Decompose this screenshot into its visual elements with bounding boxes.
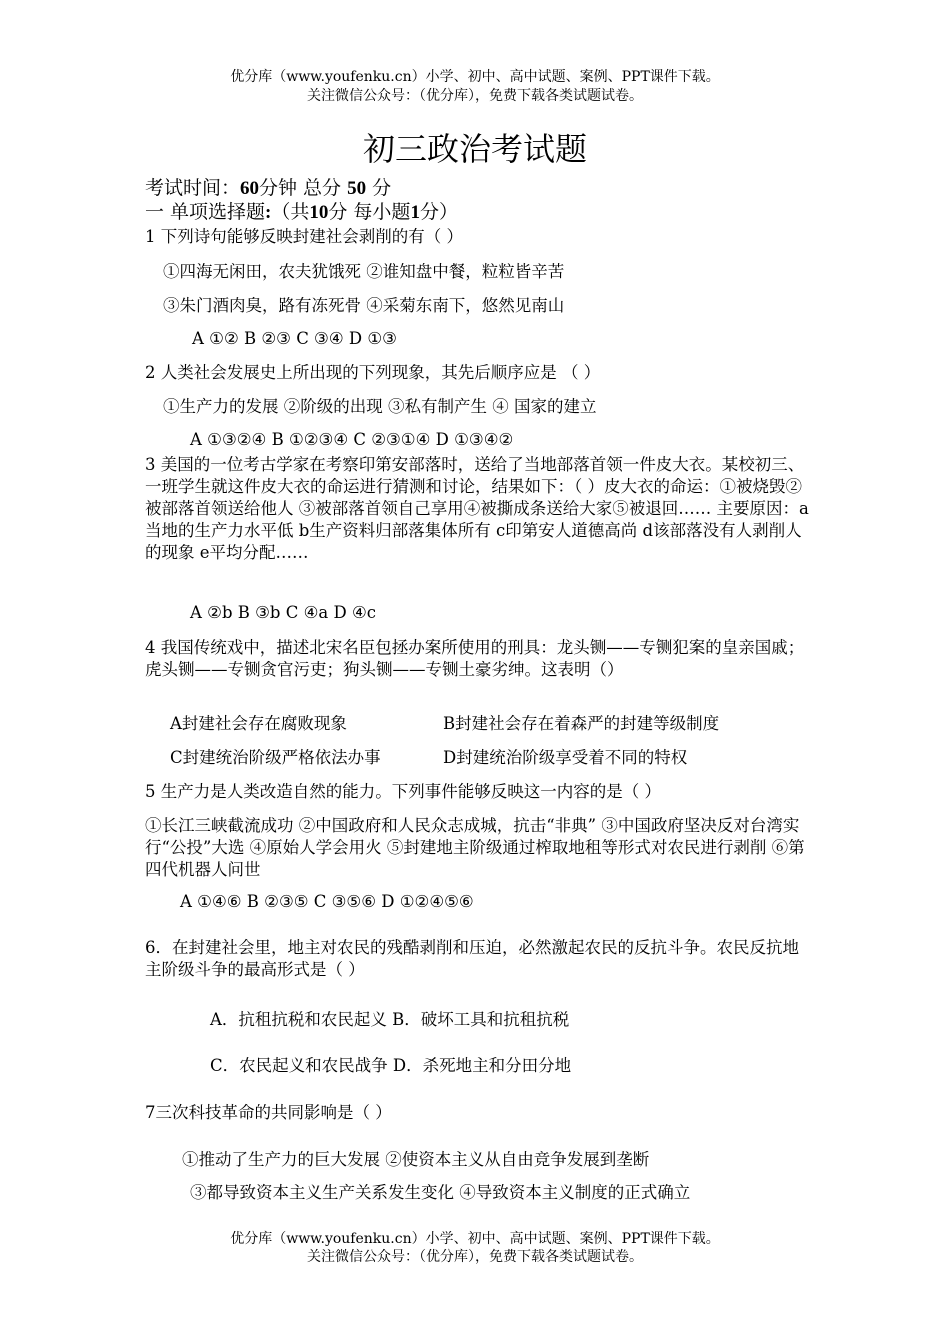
- q1-options-row-2: ③朱门酒肉臭，路有冻死骨 ④采菊东南下，悠然见南山: [163, 296, 565, 315]
- q2-stem: 2 人类社会发展史上所出现的下列现象，其先后顺序应是 （ ）: [145, 363, 601, 382]
- q3-text: 3 美国的一位考古学家在考察印第安部落时，送给了当地部落首领一件皮大衣。某校初三、一班学生就这件皮大衣的命运进行猜测和讨论，结果如下：（ ）皮大衣的命运：①被烧毁②被部落首领送给他人 ③被部落首领自己享用④被撕成条送给大家⑤被退回…… 主要原因：a当地的生产力水平低 b生产资料归部落集体所有 c印第安人道德高尚 d该部落没有人剥削人的现象 e平均分配……: [145, 455, 809, 562]
- header-line-1: 优分库（www.youfenku.cn）小学、初中、高中试题、案例、PPT课件下载。: [230, 69, 720, 85]
- q4-option-a: A封建社会存在腐败现象: [170, 714, 347, 733]
- q5-text: ①长江三峡截流成功 ②中国政府和人民众志成城，抗击“非典” ③中国政府坚决反对台湾实行“公投”大选 ④原始人学会用火 ⑤封建地主阶级通过榨取地租等形式对农民进行剥削 ⑥第四代机器人问世: [145, 816, 805, 879]
- header-line-2: 关注微信公众号：（优分库），免费下载各类试题试卷。: [307, 88, 643, 104]
- q1-options-row-1: ①四海无闲田，农夫犹饿死 ②谁知盘中餐，粒粒皆辛苦: [163, 262, 565, 281]
- q2-answers: A ①③②④ B ①②③④ C ②③①④ D ①③④②: [190, 430, 514, 449]
- exam-score-unit: 分: [372, 177, 392, 199]
- q4-option-c: C封建统治阶级严格依法办事: [170, 748, 381, 767]
- footer-line-1: 优分库（www.youfenku.cn）小学、初中、高中试题、案例、PPT课件下载。: [230, 1231, 720, 1247]
- exam-score-value: 50: [347, 178, 367, 199]
- section-colon: :: [265, 202, 272, 223]
- exam-time-value: 60: [240, 178, 260, 199]
- q3-answers: A ②b B ③b C ④a D ④c: [190, 603, 376, 622]
- q5-stem: 5 生产力是人类改造自然的能力。下列事件能够反映这一内容的是（ ）: [145, 782, 661, 801]
- section-points: 10: [309, 202, 329, 223]
- exam-time-label: 考试时间：: [145, 177, 241, 199]
- q6-text: 6．在封建社会里，地主对农民的残酷剥削和压迫，必然激起农民的反抗斗争。农民反抗地主阶级斗争的最高形式是（ ）: [145, 938, 799, 979]
- q7-options-row-2: ③都导致资本主义生产关系发生变化 ④导致资本主义制度的正式确立: [190, 1183, 691, 1202]
- exam-info: [145, 176, 391, 201]
- section-mid: 分 每小题: [328, 201, 411, 223]
- q1-stem: 1 下列诗句能够反映封建社会剥削的有（ ）: [145, 227, 463, 246]
- section-open: （共: [271, 201, 310, 223]
- exam-time-unit: 分钟 总分: [259, 177, 342, 199]
- section-close: 分）: [419, 201, 458, 223]
- footer-line-2: 关注微信公众号：（优分库），免费下载各类试题试卷。: [307, 1249, 643, 1265]
- section-prefix: 一 单项选择题: [145, 201, 266, 223]
- q4-text: 4 我国传统戏中，描述北宋名臣包拯办案所使用的刑具：龙头铡——专铡犯案的皇亲国戚；虎头铡——专铡贪官污吏；狗头铡——专铡土豪劣绅。这表明（）: [145, 638, 805, 679]
- q4-option-b: B封建社会存在着森严的封建等级制度: [443, 714, 720, 733]
- section-heading: [145, 200, 458, 225]
- q6-options-cd: C．农民起义和农民战争 D．杀死地主和分田分地: [210, 1056, 572, 1075]
- page-title: 初三政治考试题: [362, 130, 587, 168]
- q2-items: ①生产力的发展 ②阶级的出现 ③私有制产生 ④ 国家的建立: [163, 397, 597, 416]
- section-each: 1: [410, 202, 420, 223]
- q4-option-d: D封建统治阶级享受着不同的特权: [443, 748, 688, 767]
- q5-answers: A ①④⑥ B ②③⑤ C ③⑤⑥ D ①②④⑤⑥: [180, 892, 474, 911]
- q1-answers: A ①② B ②③ C ③④ D ①③: [192, 329, 397, 348]
- q6-options-ab: A．抗租抗税和农民起义 B．破坏工具和抗租抗税: [210, 1010, 570, 1029]
- q7-options-row-1: ①推动了生产力的巨大发展 ②使资本主义从自由竞争发展到垄断: [182, 1150, 650, 1169]
- q7-stem: 7三次科技革命的共同影响是（ ）: [145, 1103, 392, 1122]
